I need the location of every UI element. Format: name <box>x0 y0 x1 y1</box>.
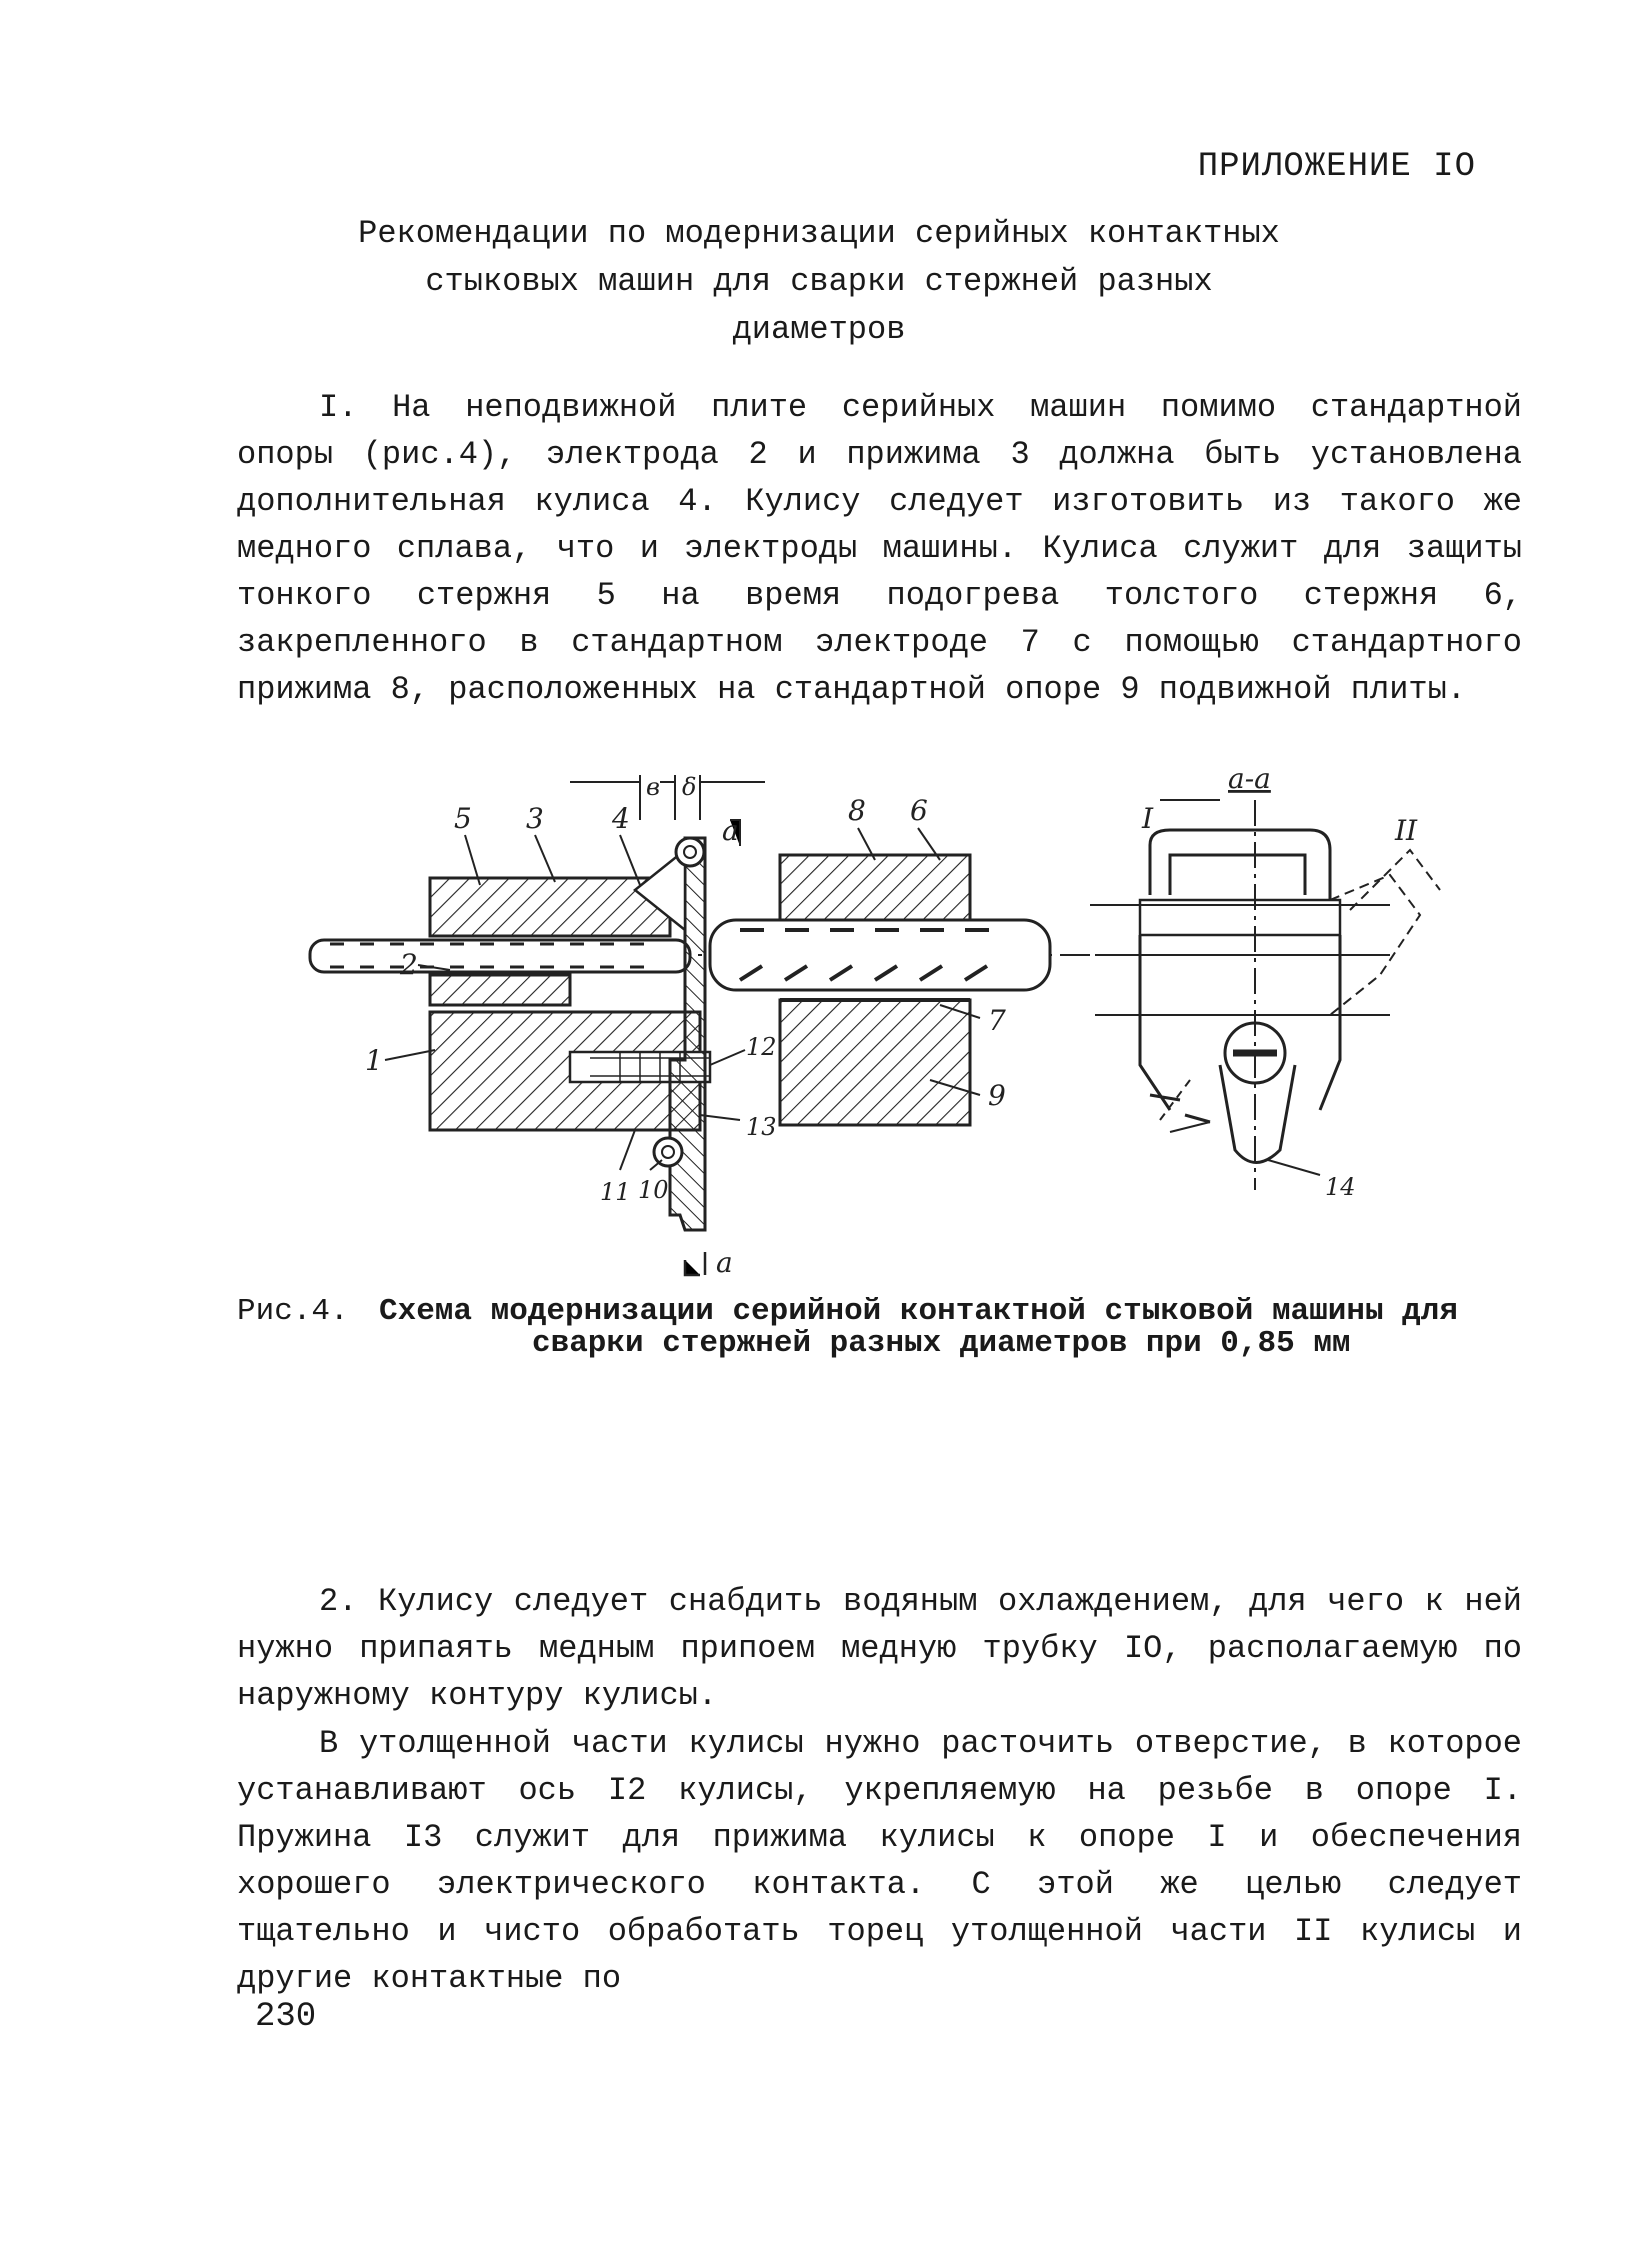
label-roman-1: I <box>1142 802 1154 835</box>
label-4: 4 <box>612 802 630 835</box>
label-1: 1 <box>365 1044 383 1077</box>
tube-10-bottom <box>654 1138 682 1166</box>
label-section-a-top: а <box>722 814 739 847</box>
label-9: 9 <box>988 1079 1006 1112</box>
label-6: 6 <box>910 794 928 827</box>
label-dim-d: δ <box>682 773 697 801</box>
figure-drawing <box>290 760 1510 1290</box>
paragraph-2: 2. Кулису следует снабдить водяным охлаждением, для чего к ней нужно припаять медным припоем медную трубку IO, располагаемую по наружному контуру кулисы. <box>237 1583 1522 1714</box>
page-number: 230 <box>255 1998 317 2036</box>
caption-line-1: Схема модернизации серийной контактной стыковой машины для <box>379 1294 1458 1329</box>
label-roman-2: II <box>1395 814 1418 847</box>
label-14: 14 <box>1325 1173 1356 1201</box>
label-3: 3 <box>526 802 544 835</box>
label-7: 7 <box>988 1004 1006 1037</box>
label-11: 11 <box>600 1178 631 1206</box>
title-line-2: стыковых машин для сварки стержней разных <box>425 263 1213 300</box>
figure-4 <box>290 760 1510 1290</box>
title-line-1: Рекомендации по модернизации серийных контактных <box>358 215 1280 252</box>
label-section-a-bottom: а <box>716 1246 733 1279</box>
tube-10-top <box>676 838 704 866</box>
label-8: 8 <box>848 794 866 827</box>
paragraph-3: В утолщенной части кулисы нужно расточить отверстие, в которое устанавливают ось I2 кулисы, укрепляемую на резьбе в опоре I. Пружина I3 служит для прижима кулисы к опоре I и обеспечения хорошего электрического контакта. С этой же целью следует тщательно и чисто обработать торец утолщенной части II кулисы и другие контактные по <box>237 1725 1522 1997</box>
caption-line-2: сварки стержней разных диаметров при 0,85 мм <box>532 1326 1351 1361</box>
label-5: 5 <box>454 802 472 835</box>
document-title <box>0 210 1638 354</box>
paragraph-1: I. На неподвижной плите серийных машин помимо стандартной опоры (рис.4), электрода 2 и прижима 3 должна быть установлена дополнительная кулиса 4. Кулису следует изготовить из такого же медного сплава, что и электроды машины. Кулиса служит для защиты тонкого стержня 5 на время подогрева толстого стержня 6, закрепленного в стандартном электроде 7 с помощью стандартного прижима 8, расположенных на стандартной опоре 9 подвижной плиты. <box>237 389 1522 708</box>
electrode-2 <box>430 975 570 1005</box>
support-9 <box>780 1000 970 1125</box>
clamp-3 <box>430 878 670 936</box>
label-2: 2 <box>400 948 418 981</box>
label-12: 12 <box>746 1033 777 1061</box>
label-13: 13 <box>746 1113 777 1141</box>
label-section-title: а-а <box>1228 762 1271 795</box>
label-10: 10 <box>638 1176 669 1204</box>
section-view <box>1090 800 1440 1190</box>
label-dim-v: в <box>646 773 660 801</box>
title-line-3: диаметров <box>732 311 906 348</box>
appendix-label: ПРИЛОЖЕНИЕ IO <box>1197 148 1476 186</box>
caption-label: Рис.4. <box>237 1294 349 1329</box>
clamp-8 <box>780 855 970 925</box>
